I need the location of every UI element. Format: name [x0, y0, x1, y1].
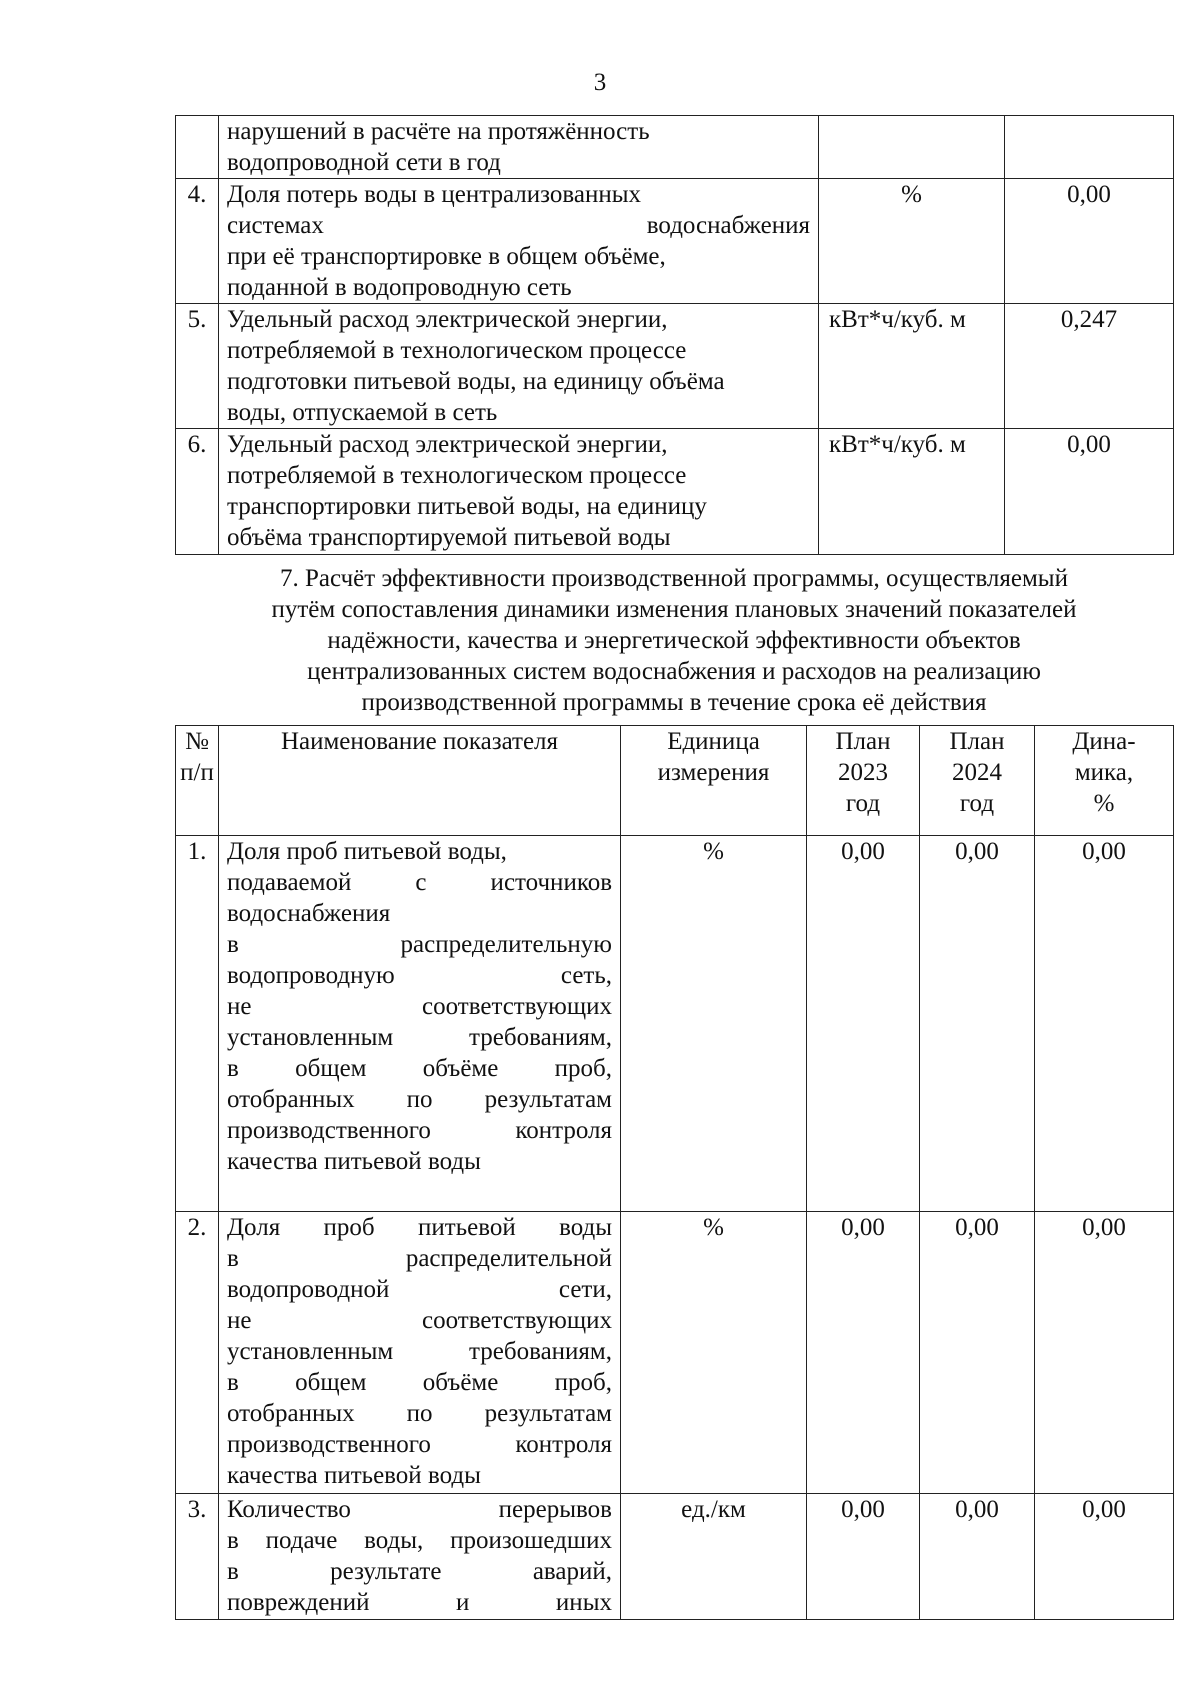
value-cell: 0,00 — [1005, 429, 1174, 555]
value-cell: 0,00 — [1005, 179, 1174, 304]
header-num: № п/п — [176, 726, 219, 836]
indicator-line: водопроводной сети в год — [227, 149, 501, 176]
section-title-line: производственной программы в течение срока её действия — [361, 689, 987, 716]
unit-cell: кВт*ч/куб. м — [819, 429, 1005, 555]
indicator-line: воды, отпускаемой в сеть — [227, 399, 498, 426]
section-title-line: централизованных систем водоснабжения и расходов на реализацию — [307, 658, 1041, 685]
table-row — [176, 1494, 1174, 1620]
dynamics-cell: 0,00 — [1035, 836, 1174, 1212]
indicator-name: Количество перерывов в подаче воды, произошедших в результате аварий, повреждений и иных — [219, 1494, 621, 1620]
indicator-line: поданной в водопроводную сеть — [227, 274, 572, 301]
unit-cell: ед./км — [621, 1494, 807, 1620]
indicator-line: нарушений в расчёте на протяжённость — [227, 118, 650, 145]
section-title-line: путём сопоставления динамики изменения плановых значений показателей — [271, 596, 1077, 623]
indicator-line: потребляемой в технологическом процессе — [227, 462, 687, 489]
unit-cell: % — [621, 836, 807, 1212]
header-plan-2024: План 2024 год — [920, 726, 1035, 836]
table-row — [176, 429, 1174, 555]
indicator-line: Доля потерь воды в централизованных — [227, 181, 642, 208]
header-dynamics: Дина- мика, % — [1035, 726, 1174, 836]
indicator-line: подготовки питьевой воды, на единицу объёма — [227, 368, 725, 395]
efficiency-table — [175, 725, 1174, 1620]
unit-cell: кВт*ч/куб. м — [819, 304, 1005, 429]
indicator-line: при её транспортировке в общем объёме, — [227, 243, 666, 270]
row-number: 1. — [176, 836, 219, 1212]
indicator-name — [219, 429, 819, 555]
dynamics-cell: 0,00 — [1035, 1212, 1174, 1494]
header-plan-2023: План 2023 год — [807, 726, 920, 836]
indicator-line: объёма транспортируемой питьевой воды — [227, 524, 671, 551]
value-cell — [1005, 116, 1174, 179]
table-row — [176, 116, 1174, 179]
row-number: 3. — [176, 1494, 219, 1620]
table-row — [176, 836, 1174, 1212]
unit-cell: % — [621, 1212, 807, 1494]
section-title-line: 7. Расчёт эффективности производственной программы, осуществляемый — [280, 565, 1068, 592]
table-header-row — [176, 726, 1174, 836]
indicator-name: Доля проб питьевой воды в распределительной водопроводной сети, не соответствующих установленным требованиям, в общем объёме проб, отобранных по результатам производственного контроля качества питьевой воды — [219, 1212, 621, 1494]
unit-cell — [819, 116, 1005, 179]
indicator-name: Доля проб питьевой воды, подаваемой с источников водоснабжения в распределительную водопроводную сеть, не соответствующих установленным требованиям, в общем объёме проб, отобранных по результатам производственного контроля качества питьевой воды — [219, 836, 621, 1212]
indicator-line: Удельный расход электрической энергии, — [227, 306, 668, 333]
indicator-line: Удельный расход электрической энергии, — [227, 431, 668, 458]
row-number: 5. — [176, 304, 219, 429]
indicator-line: системах водоснабжения — [227, 212, 810, 239]
row-number: 6. — [176, 429, 219, 555]
page-number: 3 — [593, 69, 607, 96]
header-name: Наименование показателя — [219, 726, 621, 836]
dynamics-cell: 0,00 — [1035, 1494, 1174, 1620]
table-row — [176, 1212, 1174, 1494]
indicator-line: потребляемой в технологическом процессе — [227, 337, 687, 364]
row-number: 2. — [176, 1212, 219, 1494]
row-number: 4. — [176, 179, 219, 304]
section-7-title — [175, 563, 1173, 718]
indicators-table-continued — [175, 115, 1174, 555]
plan-2024-cell: 0,00 — [920, 1494, 1035, 1620]
indicator-name — [219, 179, 819, 304]
header-unit: Единица измерения — [621, 726, 807, 836]
unit-cell: % — [819, 179, 1005, 304]
table-row — [176, 304, 1174, 429]
plan-2023-cell: 0,00 — [807, 836, 920, 1212]
section-title-line: надёжности, качества и энергетической эффективности объектов — [327, 627, 1021, 654]
plan-2024-cell: 0,00 — [920, 1212, 1035, 1494]
plan-2024-cell: 0,00 — [920, 836, 1035, 1212]
plan-2023-cell: 0,00 — [807, 1212, 920, 1494]
indicator-name — [219, 116, 819, 179]
plan-2023-cell: 0,00 — [807, 1494, 920, 1620]
table-row — [176, 179, 1174, 304]
row-number — [176, 116, 219, 179]
indicator-line: транспортировки питьевой воды, на единицу — [227, 493, 707, 520]
value-cell: 0,247 — [1005, 304, 1174, 429]
indicator-name — [219, 304, 819, 429]
